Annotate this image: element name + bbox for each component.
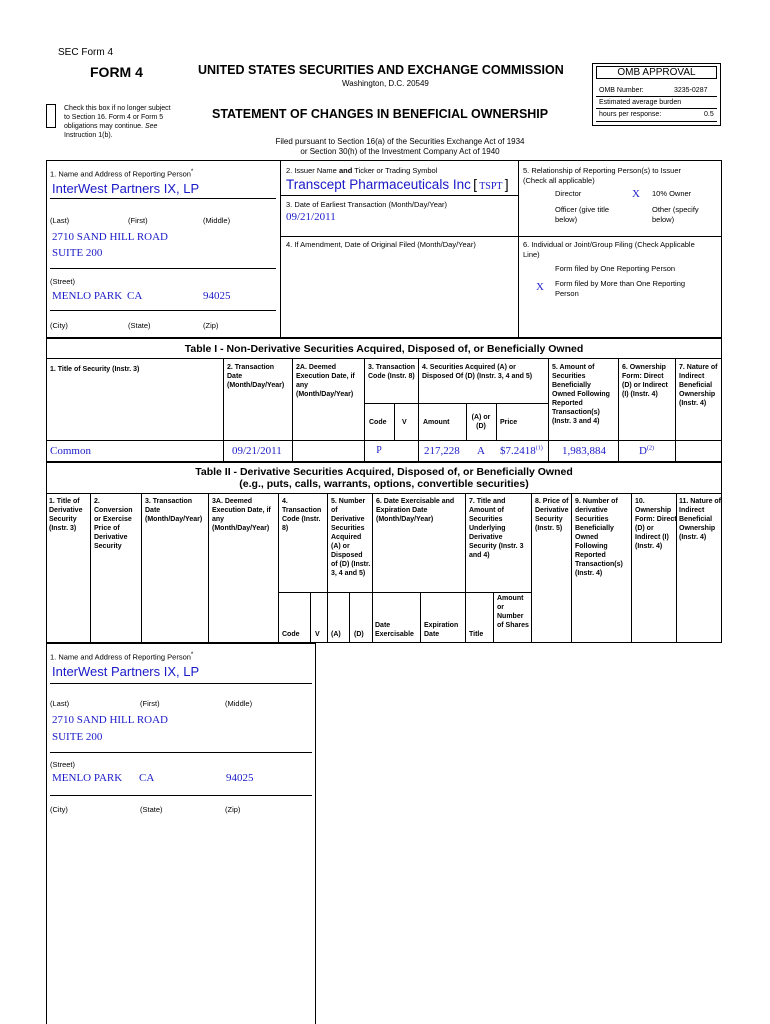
t1-form[interactable]: $D^{(2)}$ [639,445,654,457]
t2-h-price: 8. Price of Derivative Security (Instr. 5) [535,498,569,532]
col-divider [208,493,209,643]
col-divider [675,358,676,462]
filed-pursuant: Filed pursuant to Section 16(a) of the Securities Exchange Act of 1934 or Section 30(h) of the Investment Company Act of 1940 [275,137,525,156]
col-divider [292,358,293,462]
more-person-label: Form filed by More than One Reporting Person [555,279,686,298]
statement-title: STATEMENT OF CHANGES IN BENEFICIAL OWNERSHIP [212,107,549,121]
t2-h-nature: 11. Nature of Indirect Beneficial Ownership (Instr. 4) [679,498,722,541]
t2-h-title: 1. Title of Derivative Security (Instr. 3) [49,498,83,532]
underline [50,683,312,684]
omb-title: OMB APPROVAL [617,67,696,78]
divider [518,160,519,338]
section16-checkbox[interactable] [46,104,56,128]
relationship-label: 5. Relationship of Reporting Person(s) to Issuer (Check all applicable) [523,166,681,185]
col-divider [493,592,494,643]
omb-divider [596,108,717,109]
col-divider [418,403,419,440]
director-label: Director [555,189,582,198]
t1-h-price: Price [500,419,518,426]
issuer-name-row: Transcept Pharmaceuticals Inc [ TSPT ] [286,176,509,192]
first-label: (First) [128,216,148,225]
omb-number: 3235-0287 [674,87,708,94]
ten-percent-check[interactable]: X [632,188,640,200]
t1-h-securities: 4. Securities Acquired (A) or Disposed Of (D) (Instr. 3, 4 and 5) [422,364,533,380]
sec-form-label: SEC Form 4 [58,47,114,58]
omb-hours-label: hours per response: [599,111,662,118]
t1-h-aord: (A) or (D) [471,414,491,430]
col-divider [631,493,632,643]
underline [50,198,276,199]
col-divider [465,493,466,643]
earliest-date-value[interactable]: 09/21/2011 [286,211,336,223]
t2-h-code-sub: Code [282,631,300,638]
divider [46,493,722,494]
col-divider [141,493,142,643]
reporting-person-label-2: 1. Name and Address of Reporting Person* [50,651,194,662]
filing-label: 6. Individual or Joint/Group Filing (Check Applicable Line) [523,240,695,259]
agency-title: UNITED STATES SECURITIES AND EXCHANGE COMMISSION [198,63,564,77]
t1-amount[interactable]: 217,228 [424,445,460,457]
col-divider [466,403,467,440]
address-line-1-2[interactable]: 2710 SAND HILL ROAD [52,714,169,726]
t1-h-nature: 7. Nature of Indirect Beneficial Ownership (Instr. 4) [679,364,718,407]
t2-h-title-sub: Title [469,631,484,638]
zip-label-2: (Zip) [225,805,241,814]
underline [50,752,312,753]
t2-h-number: 5. Number of Derivative Securities Acquired (A) or Disposed of (D) (Instr. 3, 4 and 5) [331,498,371,577]
t1-date[interactable]: 09/21/2011 [232,445,282,457]
col-divider [420,592,421,643]
col-divider [349,592,350,643]
t1-h-deemed: 2A. Deemed Execution Date, if any (Month/Day/Year) [296,364,355,398]
ticker-symbol[interactable]: TSPT [479,181,503,192]
t1-ad[interactable]: A [477,445,485,457]
col-divider [394,403,395,440]
table2-title: Table II - Derivative Securities Acquired, Disposed of, or Beneficially Owned (e.g., puts, calls, warrants, options, convertible securities) [195,466,573,490]
col-divider [310,592,311,643]
t1-h-form: 6. Ownership Form: Direct (D) or Indirect (I) (Instr. 4) [622,364,668,398]
address-line-2[interactable]: SUITE 200 [52,247,103,259]
zip-label: (Zip) [203,321,219,330]
earliest-date-label: 3. Date of Earliest Transaction (Month/Day/Year) [286,200,448,209]
last-label-2: (Last) [50,699,70,708]
divider [280,236,518,237]
divider [280,160,281,338]
omb-divider [596,121,717,122]
t2-h-expiration: Expiration Date [424,622,459,638]
t2-h-date: 3. Transaction Date (Month/Day/Year) [145,498,203,523]
state-value-2[interactable]: CA [139,772,155,784]
state-value[interactable]: CA [127,290,143,302]
other-label: Other (specify below) [652,205,699,224]
t1-owned[interactable]: 1,983,884 [562,445,606,457]
t1-h-amt: Amount [423,419,450,426]
col-divider [278,493,279,643]
col-divider [571,493,572,643]
t1-h-date: 2. Transaction Date (Month/Day/Year) [227,364,285,389]
t1-h-code-sub: Code [369,419,387,426]
t1-security[interactable]: Common [50,445,91,457]
t2-h-form: 10. Ownership Form: Direct (D) or Indirect (I) (Instr. 4) [635,498,677,550]
amendment-label: 4. If Amendment, Date of Original Filed (Month/Day/Year) [286,240,476,249]
agency-location: Washington, D.C. 20549 [342,79,429,88]
checkbox-note: Check this box if no longer subject to Section 16. Form 4 or Form 5 obligations may continue. See Instruction 1(b). [64,105,171,139]
t2-h-v: V [315,631,320,638]
form-title: FORM 4 [90,64,143,80]
t1-code[interactable]: P [376,445,382,456]
reporting-person-label: 1. Name and Address of Reporting Person* [50,168,194,179]
col-divider [548,358,549,462]
t1-h-v: V [402,419,407,426]
city-label: (City) [50,321,68,330]
t2-h-d: (D) [354,631,364,638]
issuer-name[interactable]: Transcept Pharmaceuticals Inc [286,177,471,192]
t1-price[interactable]: $7.2418$^{(1)}$ [500,445,543,457]
col-divider [618,358,619,462]
omb-burden-label: Estimated average burden [599,99,682,106]
t2-h-underlying: 7. Title and Amount of Securities Underlying Derivative Security (Instr. 3 and 4) [469,498,524,559]
reporting-person-name-2[interactable]: InterWest Partners IX, LP [52,664,200,679]
t2-h-code: 4. Transaction Code (Instr. 8) [282,498,322,532]
ten-percent-label: 10% Owner [652,189,692,198]
divider [364,403,548,404]
t2-h-exercisable: 6. Date Exercisable and Expiration Date (Month/Day/Year) [376,498,455,523]
divider [280,195,518,196]
underline [50,268,276,269]
state-label-2: (State) [140,805,163,814]
state-label: (State) [128,321,151,330]
underline [50,795,312,796]
omb-divider [596,96,717,97]
t2-h-conversion: 2. Conversion or Exercise Price of Derivative Security [94,498,133,550]
table1 [46,338,722,462]
zip-value-2[interactable]: 94025 [226,772,254,784]
one-person-label: Form filed by One Reporting Person [555,264,676,273]
city-label-2: (City) [50,805,68,814]
t1-h-code: 3. Transaction Code (Instr. 8) [368,364,416,380]
t2-h-a: (A) [331,631,341,638]
first-label-2: (First) [140,699,160,708]
omb-hours: 0.5 [704,111,714,118]
col-divider [496,403,497,440]
col-divider [372,493,373,643]
table1-title: Table I - Non-Derivative Securities Acquired, Disposed of, or Beneficially Owned [184,343,584,355]
address-line-2-2[interactable]: SUITE 200 [52,731,103,743]
t2-h-deemed: 3A. Deemed Execution Date, if any (Month/Day/Year) [212,498,271,532]
t1-h-amount: 5. Amount of Securities Beneficially Owned Following Reported Transaction(s) (Instr. 3 and 4) [552,364,610,425]
street-label-2: (Street) [50,760,76,769]
t2-h-shares: Amount or Number of Shares [497,595,529,629]
middle-label-2: (Middle) [225,699,253,708]
city-value[interactable]: MENLO PARK [52,290,123,302]
underline [50,310,276,311]
reporting-person-name[interactable]: InterWest Partners IX, LP [52,181,200,196]
t2-h-owned: 9. Number of derivative Securities Beneficially Owned Following Reported Transaction(s) (Instr. 4) [575,498,623,577]
officer-label: Officer (give title below) [555,205,610,224]
city-value-2[interactable]: MENLO PARK [52,772,123,784]
middle-label: (Middle) [203,216,231,225]
col-divider [90,493,91,643]
divider [518,236,722,237]
zip-value[interactable]: 94025 [203,290,231,302]
col-divider [531,493,532,643]
address-line-1[interactable]: 2710 SAND HILL ROAD [52,231,169,243]
col-divider [223,358,224,462]
col-divider [327,493,328,643]
more-person-check[interactable]: X [536,281,544,293]
t1-h-title: 1. Title of Security (Instr. 3) [50,366,140,373]
reporting-owner-section [46,643,316,1024]
divider [46,440,722,441]
last-label: (Last) [50,216,70,225]
divider [46,358,722,359]
issuer-label: 2. Issuer Name and Ticker or Trading Symbol [286,166,438,175]
street-label: (Street) [50,277,76,286]
omb-number-label: OMB Number: [599,87,644,94]
t2-h-date-exercisable: Date Exercisable [375,622,414,638]
